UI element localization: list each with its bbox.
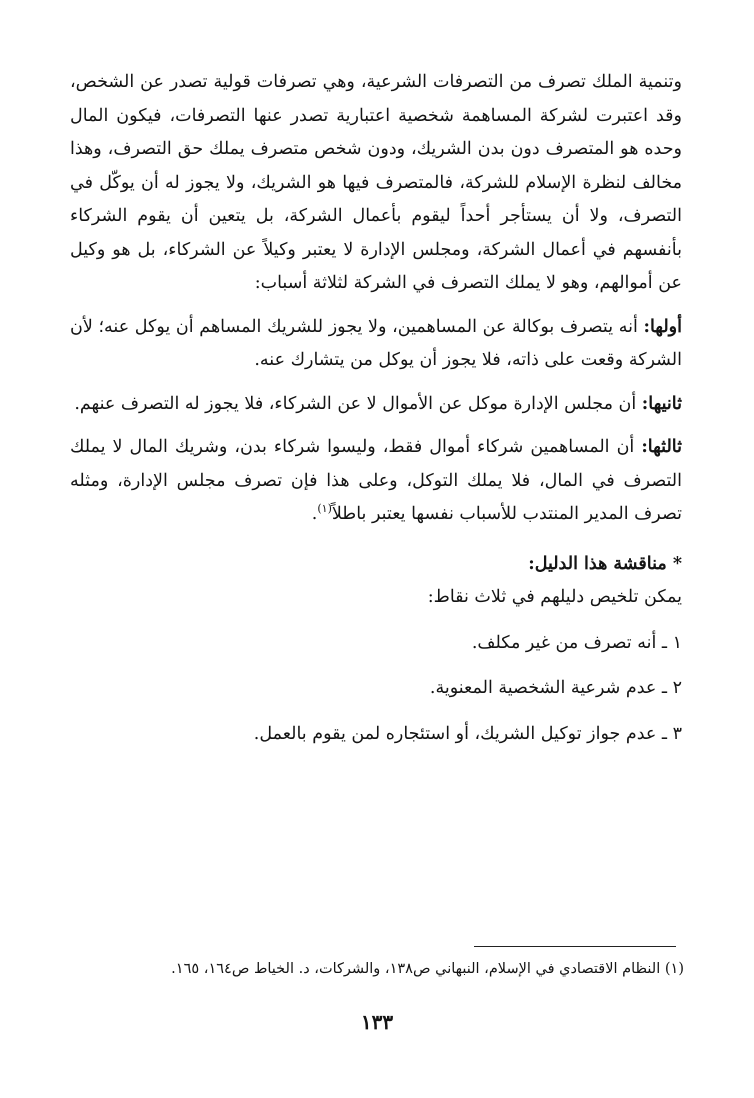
footnote-divider [474, 946, 676, 947]
intro-paragraph: وتنمية الملك تصرف من التصرفات الشرعية، وهي تصرفات قولية تصدر عن الشخص، وقد اعتبرت لشركة المساهمة شخصية اعتبارية تصدر عنها التصرفات، فيكون المال وحده هو المتصرف دون بدن الشريك، ودون شخص متصرف يملك حق التصرف، وهذا مخالف لنظرة الإسلام للشركة، فالمتصرف فيها هو الشريك، ولا يجوز له أن يوكّل في التصرف، ولا أن يستأجر أحداً ليقوم بأعمال الشركة، بل يتعين أن يقوم الشركاء بأنفسهم في أعمال الشركة، ومجلس الإدارة لا يعتبر وكيلاً عن الشركاء، بل هو وكيل عن أموالهم، وهو لا يملك التصرف في الشركة لثلاثة أسباب: [70, 72, 682, 293]
reason-second-lead: ثانيها: [641, 393, 682, 414]
discussion-point-2: ٢ ـ عدم شرعية الشخصية المعنوية. [429, 678, 682, 698]
reason-third-text: أن المساهمين شركاء أموال فقط، وليسوا شركاء بدن، وشريك المال لا يملك التصرف في المال، فلا يملك التوكل، وعلى هذا فإن تصرف مجلس الإدارة، ومثله تصرف المدير المنتدب للأسباب نفسها يعتبر باطلاً [70, 437, 682, 524]
reason-third-lead: ثالثها: [641, 437, 682, 457]
reason-second [70, 388, 682, 422]
discussion-point-3: ٣ ـ عدم جواز توكيل الشريك، أو استئجاره لمن يقوم بالعمل. [253, 723, 682, 744]
reason-third [70, 431, 682, 532]
discussion-summary: يمكن تلخيص دليلهم في ثلاث نقاط: [427, 587, 682, 607]
reason-first [70, 311, 682, 378]
reason-third-end: . [311, 504, 318, 524]
reason-first-text: أنه يتصرف بوكالة عن المساهمين، ولا يجوز للشريك المساهم أن يوكل عنه؛ لأن الشركة وقعت على ذاته، فلا يجوز أن يوكل من يتشارك عنه. [70, 316, 682, 370]
footnote: (١) النظام الاقتصادي في الإسلام، النبهاني ص١٣٨، والشركات، د. الخياط ص١٦٤، ١٦٥. [171, 961, 684, 977]
reason-second-text: أن مجلس الإدارة موكل عن الأموال لا عن الشركاء، فلا يجوز له التصرف عنهم. [74, 393, 642, 414]
reason-first-lead: أولها: [643, 316, 682, 337]
footnote-reference[interactable]: (١) [317, 502, 332, 516]
discussion-heading: * مناقشة هذا الدليل: [528, 553, 682, 574]
page-number: ١٣٣ [360, 1010, 394, 1034]
discussion-point-1: ١ ـ أنه تصرف من غير مكلف. [471, 632, 682, 653]
page-body [70, 66, 682, 751]
